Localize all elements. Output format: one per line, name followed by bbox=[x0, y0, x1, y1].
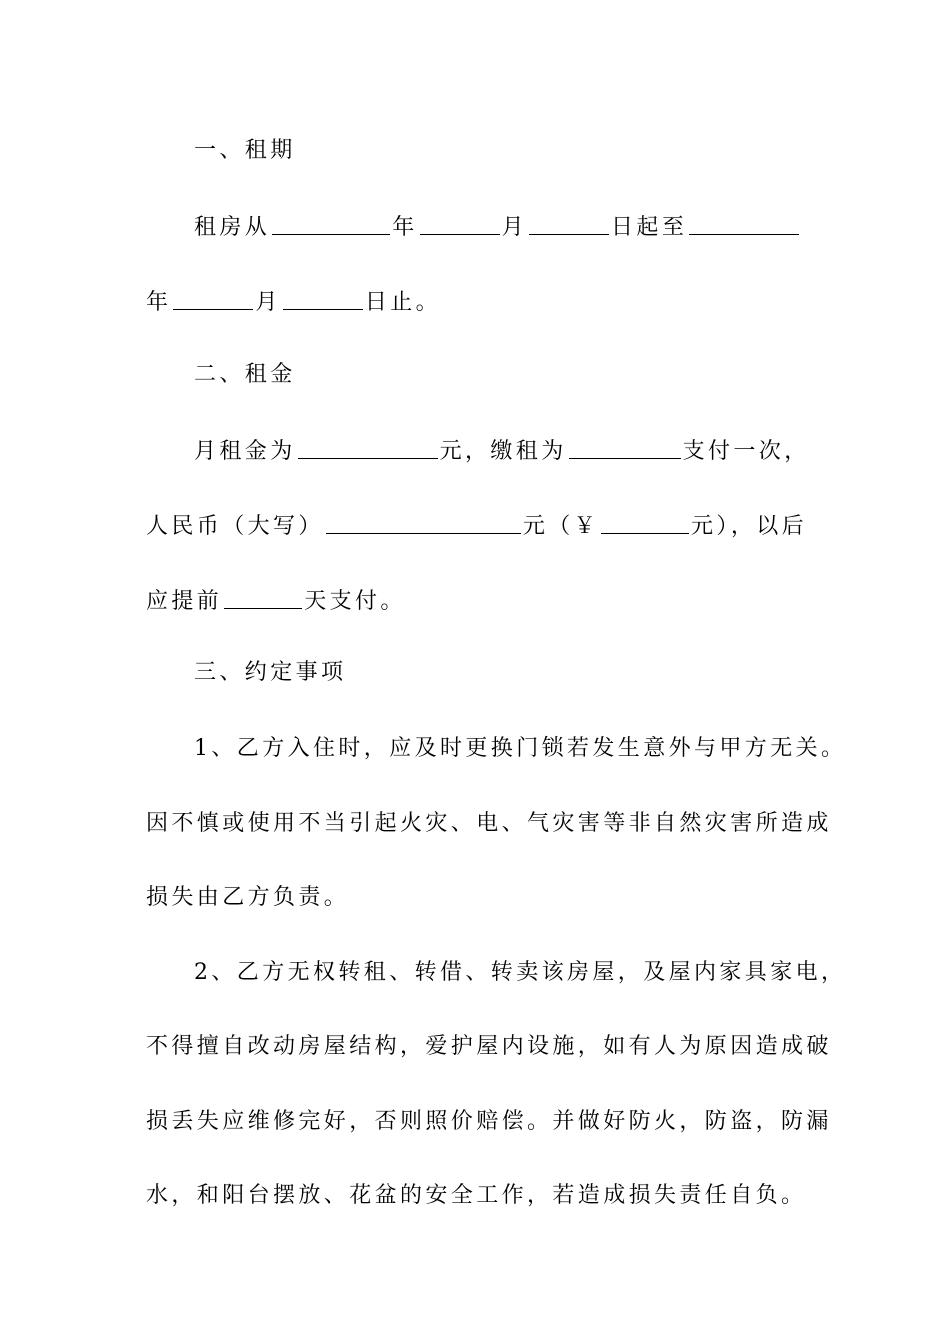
fill-blank-payment-period[interactable] bbox=[569, 430, 681, 459]
clause-text-line: 1、乙方入住时，应及时更换门锁若发生意外与甲方无关。 bbox=[194, 736, 847, 761]
text-segment: 元，缴租为 bbox=[439, 439, 567, 464]
heading-lease-term: 一、租期 bbox=[194, 138, 296, 163]
clause-text-line: 损失由乙方负责。 bbox=[146, 885, 350, 910]
fill-blank-advance-days[interactable] bbox=[224, 580, 302, 609]
fill-blank-start-year[interactable] bbox=[272, 206, 390, 235]
fill-blank-end-year[interactable] bbox=[689, 206, 799, 235]
text-segment: 应提前 bbox=[146, 589, 223, 614]
fill-blank-start-month[interactable] bbox=[420, 206, 500, 235]
text-segment: 日止。 bbox=[364, 290, 442, 315]
lease-term-line-2 bbox=[146, 281, 806, 321]
heading-rent: 二、租金 bbox=[194, 362, 296, 387]
clause-text-line: 因不慎或使用不当引起火灾、电、气灾害等非自然灾害所造成 bbox=[146, 811, 832, 836]
rent-line-3 bbox=[146, 580, 806, 620]
text-segment: 天支付。 bbox=[304, 589, 406, 614]
heading-agreed-matters: 三、约定事项 bbox=[194, 660, 347, 685]
clause-text-line: 水，和阳台摆放、花盆的安全工作，若造成损失责任自负。 bbox=[146, 1183, 807, 1208]
fill-blank-start-day[interactable] bbox=[529, 206, 609, 235]
text-segment: 年 bbox=[146, 290, 172, 315]
clause-text-line: 不得擅自改动房屋结构，爱护屋内设施，如有人为原因造成破 bbox=[146, 1034, 832, 1059]
fill-blank-amount-yuan[interactable] bbox=[601, 505, 689, 534]
text-segment: 月租金为 bbox=[194, 439, 296, 464]
text-segment: 年 bbox=[392, 215, 418, 240]
clause-text-line: 损丢失应维修完好，否则照价赔偿。并做好防火，防盗，防漏 bbox=[146, 1109, 832, 1134]
text-segment: 日起至 bbox=[611, 215, 688, 240]
lease-term-line-1 bbox=[194, 206, 806, 246]
fill-blank-amount-chinese[interactable] bbox=[326, 505, 521, 534]
fill-blank-end-month[interactable] bbox=[173, 281, 253, 310]
fill-blank-monthly-rent[interactable] bbox=[298, 430, 438, 459]
text-segment: 月 bbox=[501, 215, 528, 240]
text-segment: 月 bbox=[255, 290, 281, 315]
rent-line-2 bbox=[146, 505, 806, 545]
fill-blank-end-day[interactable] bbox=[283, 281, 363, 310]
text-segment: 元），以后 bbox=[691, 514, 808, 539]
clause-text-line: 2、乙方无权转租、转借、转卖该房屋，及屋内家具家电， bbox=[194, 960, 847, 985]
rent-line-1 bbox=[194, 430, 810, 470]
text-segment: 支付一次， bbox=[682, 439, 810, 464]
text-segment: 人民币（大写） bbox=[146, 514, 324, 539]
text-segment: 租房从 bbox=[194, 215, 271, 240]
text-segment: 元（￥ bbox=[522, 514, 600, 539]
